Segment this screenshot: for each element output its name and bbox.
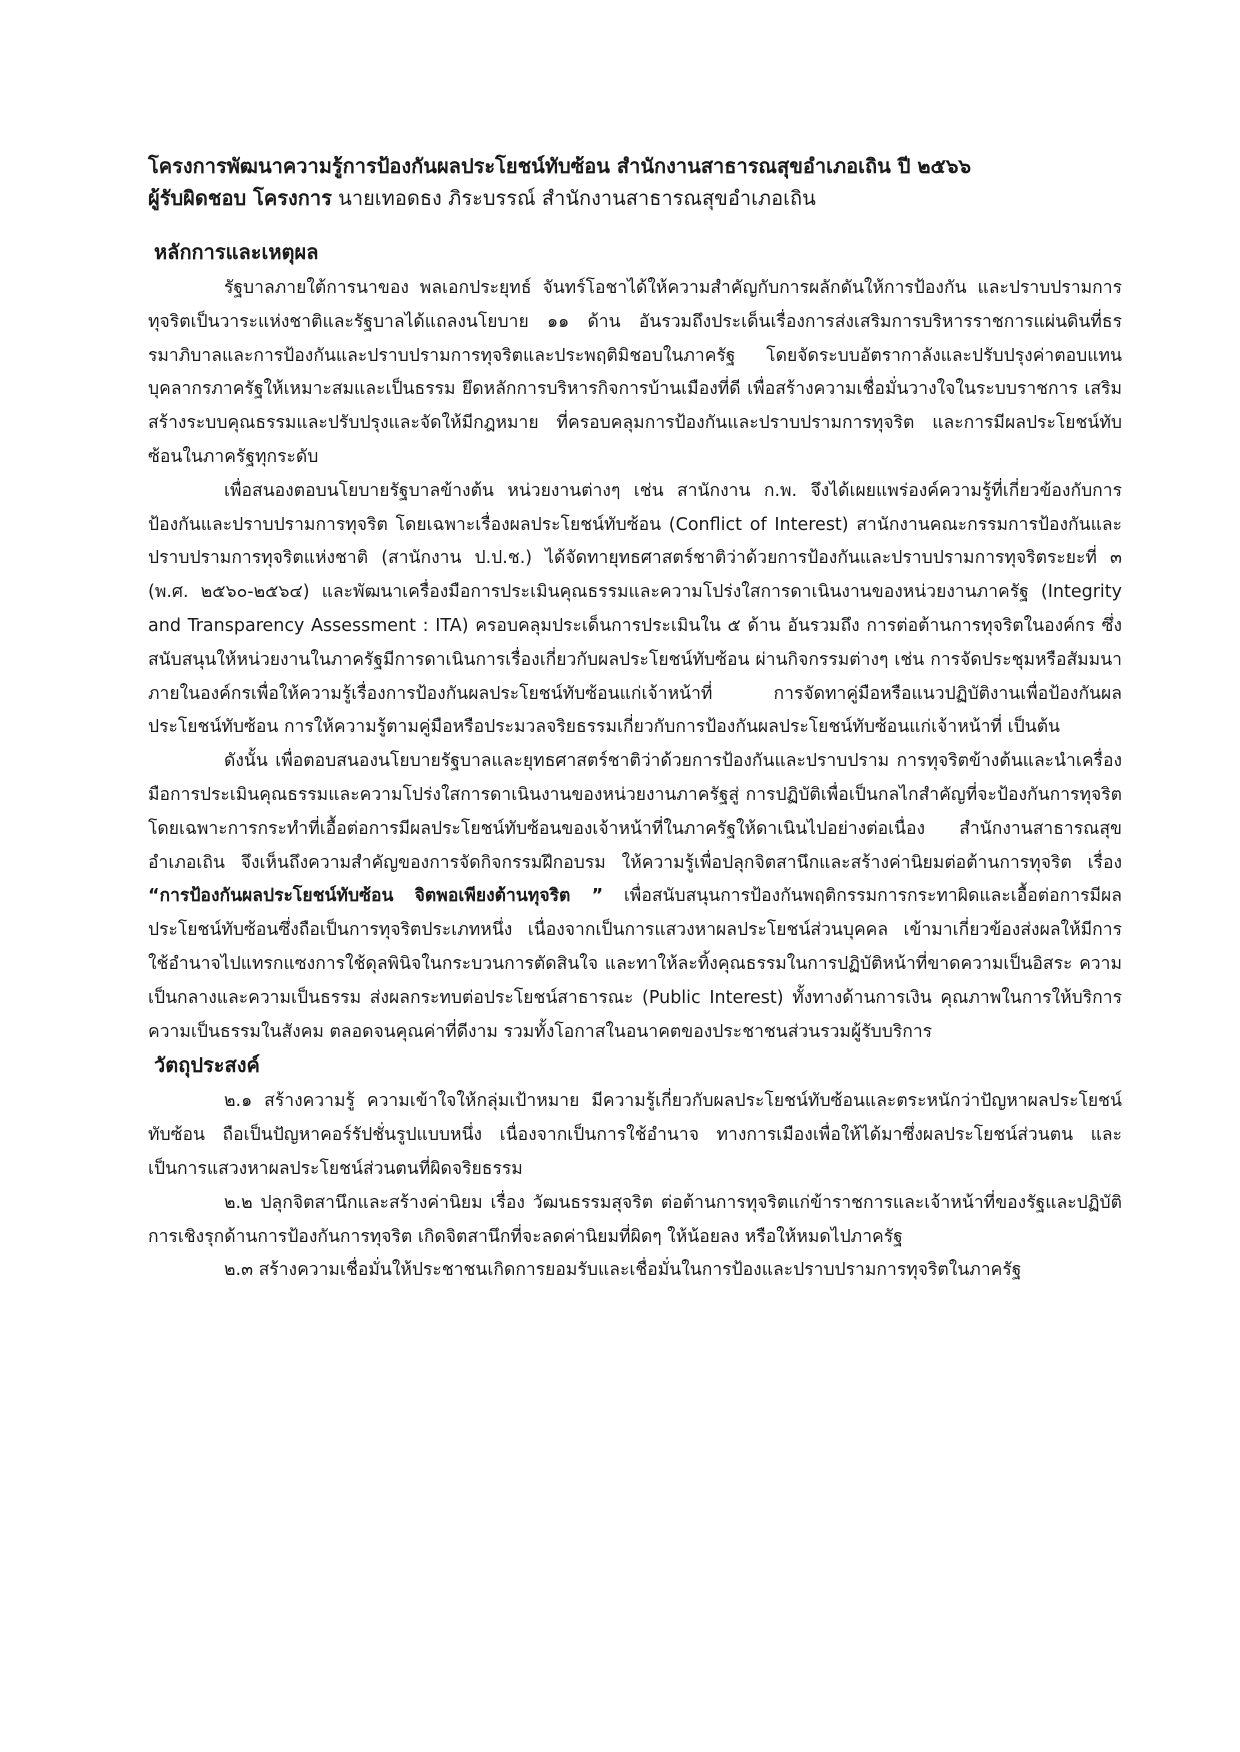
document-title: โครงการพัฒนาความรู้การป้องกันผลประโยชน์ทับซ้อน สำนักงานสาธารณสุขอำเภอเถิน ปี ๒๕๖๖ xyxy=(148,154,972,178)
objective-2-1: ๒.๑ สร้างความรู้ ความเข้าใจให้กลุ่มเป้าหมาย มีความรู้เกี่ยวกับผลประโยชน์ทับซ้อนและตระหนักว่าปัญหาผลประโยชน์ทับซ้อน ถือเป็นปัญหาคอร์รัปชั่นรูปแบบหนึ่ง เนื่องจากเป็นการใช้อำนาจ ทางการเมืองเพื่อให้ได้มาซึ่งผลประโยชน์ส่วนตน และเป็นการแสวงหาผลประโยชน์ส่วนตนที่ผิดจริยธรรม xyxy=(148,1091,1122,1179)
objective-2-2: ๒.๒ ปลุกจิตสานึกและสร้างค่านิยม เรื่อง วัฒนธรรมสุจริต ต่อต้านการทุจริตแก่ข้าราชการและเจ้าหน้าที่ของรัฐและปฏิบัติการเชิงรุกด้านการป้องกันการทุจริต เกิดจิตสานึกที่จะลดค่านิยมที่ผิดๆ ให้น้อยลง หรือให้หมดไปภาครัฐ xyxy=(148,1192,1122,1247)
document-page xyxy=(148,150,1122,1288)
owner-value: นายเทอดธง ภิระบรรณ์ สำนักงานสาธารณสุขอำเภอเถิน xyxy=(331,186,816,210)
owner-label: ผู้รับผิดชอบ โครงการ xyxy=(148,186,332,210)
rationale-paragraph-3-text-a: ดังนั้น เพื่อตอบสนองนโยบายรัฐบาลและยุทธศาสตร์ชาติว่าด้วยการป้องกันและปราบปราม การทุจริตข้างต้นและนำเครื่องมือการประเมินคุณธรรมและความโปร่งใสการดาเนินงานของหน่วยงานภาครัฐสู่ การปฏิบัติเพื่อเป็นกลไกสำคัญที่จะป้องกันการทุจริต โดยเฉพาะการกระทำที่เอื้อต่อการมีผลประโยชน์ทับซ้อนของเจ้าหน้าที่ในภาครัฐให้ดาเนินไปอย่างต่อเนื่อง สำนักงานสาธารณสุขอำเภอเถิน จึงเห็นถึงความสำคัญของการจัดกิจกรรมฝึกอบรม ให้ความรู้เพื่อปลุกจิตสานึกและสร้างค่านิยมต่อต้านการทุจริต เรื่อง xyxy=(148,751,1122,873)
section-heading-objectives: วัตถุประสงค์ xyxy=(154,1053,260,1078)
rationale-paragraph-2: เพื่อสนองตอบนโยบายรัฐบาลข้างต้น หน่วยงานต่างๆ เช่น สานักงาน ก.พ. จึงได้เผยแพร่องค์ความรู้ที่เกี่ยวข้องกับการป้องกันและปราบปรามการทุจริต โดยเฉพาะเรื่องผลประโยชน์ทับซ้อน (Conflict of Interest) สานักงานคณะกรรมการป้องกันและปราบปรามการทุจริตแห่งชาติ (สานักงาน ป.ป.ช.) ได้จัดทายุทธศาสตร์ชาติว่าด้วยการป้องกันและปราบปรามการทุจริตระยะที่ ๓ (พ.ศ. ๒๕๖๐-๒๕๖๔) และพัฒนาเครื่องมือการประเมินคุณธรรมและความโปร่งใสการดาเนินงานของหน่วยงานภาครัฐ (Integrity and Transparency Assessment : ITA) ครอบคลุมประเด็นการประเมินใน ๕ ด้าน อันรวมถึง การต่อต้านการทุจริตในองค์กร ซึ่งสนับสนุนให้หน่วยงานในภาครัฐมีการดาเนินการเรื่องเกี่ยวกับผลประโยชน์ทับซ้อน ผ่านกิจกรรมต่างๆ เช่น การจัดประชุมหรือสัมมนาภายในองค์กรเพื่อให้ความรู้เรื่องการป้องกันผลประโยชน์ทับซ้อนแก่เจ้าหน้าที่ การจัดทาคู่มือหรือแนวปฏิบัติงานเพื่อป้องกันผลประโยชน์ทับซ้อน การให้ความรู้ตามคู่มือหรือประมวลจริยธรรมเกี่ยวกับการป้องกันผลประโยชน์ทับซ้อนแก่เจ้าหน้าที่ เป็นต้น xyxy=(148,480,1122,738)
rationale-paragraph-3 xyxy=(148,745,1122,1049)
section-heading-rationale: หลักการและเหตุผล xyxy=(154,240,319,264)
rationale-paragraph-3-text-b: เพื่อสนับสนุนการป้องกันพฤติกรรมการกระทาผิดและเอื้อต่อการมีผลประโยชน์ทับซ้อนซึ่งถือเป็นการทุจริตประเภทหนึ่ง เนื่องจากเป็นการแสวงหาผลประโยชน์ส่วนบุคคล เข้ามาเกี่ยวข้องส่งผลให้มีการใช้อำนาจไปแทรกแซงการใช้ดุลพินิจในกระบวนการตัดสินใจ และทาให้ละทิ้งคุณธรรมในการปฏิบัติหน้าที่ขาดความเป็นอิสระ ความเป็นกลางและความเป็นธรรม ส่งผลกระทบต่อประโยชน์สาธารณะ (Public Interest) ทั้งทางด้านการเงิน คุณภาพในการให้บริการ ความเป็นธรรมในสังคม ตลอดจนคุณค่าที่ดีงาม รวมทั้งโอกาสในอนาคตของประชาชนส่วนรวมผู้รับบริการ xyxy=(148,886,1122,1042)
project-owner-line xyxy=(148,182,1122,214)
rationale-paragraph-1: รัฐบาลภายใต้การนาของ พลเอกประยุทธ์ จันทร์โอชาได้ให้ความสำคัญกับการผลักดันให้การป้องกัน และปราบปรามการทุจริตเป็นวาระแห่งชาติและรัฐบาลได้แถลงนโยบาย ๑๑ ด้าน อันรวมถึงประเด็นเรื่องการส่งเสริมการบริหารราชการแผ่นดินที่ธรรมาภิบาลและการป้องกันและปราบปรามการทุจริตและประพฤติมิชอบในภาครัฐ โดยจัดระบบอัตรากาลังและปรับปรุงค่าตอบแทนบุคลากรภาครัฐให้เหมาะสมและเป็นธรรม ยึดหลักการบริหารกิจการบ้านเมืองที่ดี เพื่อสร้างความเชื่อมั่นวางใจในระบบราชการ เสริมสร้างระบบคุณธรรมและปรับปรุงและจัดให้มีกฎหมาย ที่ครอบคลุมการป้องกันและปราบปรามการทุจริต และการมีผลประโยชน์ทับซ้อนในภาครัฐทุกระดับ xyxy=(148,278,1122,467)
rationale-paragraph-3-emphasis: “การป้องกันผลประโยชน์ทับซ้อน จิตพอเพียงต้านทุจริต ” xyxy=(148,886,604,907)
objective-2-3: ๒.๓ สร้างความเชื่อมั่นให้ประชาชนเกิดการยอมรับและเชื่อมั่นในการป้องและปราบปรามการทุจริตในภาครัฐ xyxy=(224,1260,1022,1281)
